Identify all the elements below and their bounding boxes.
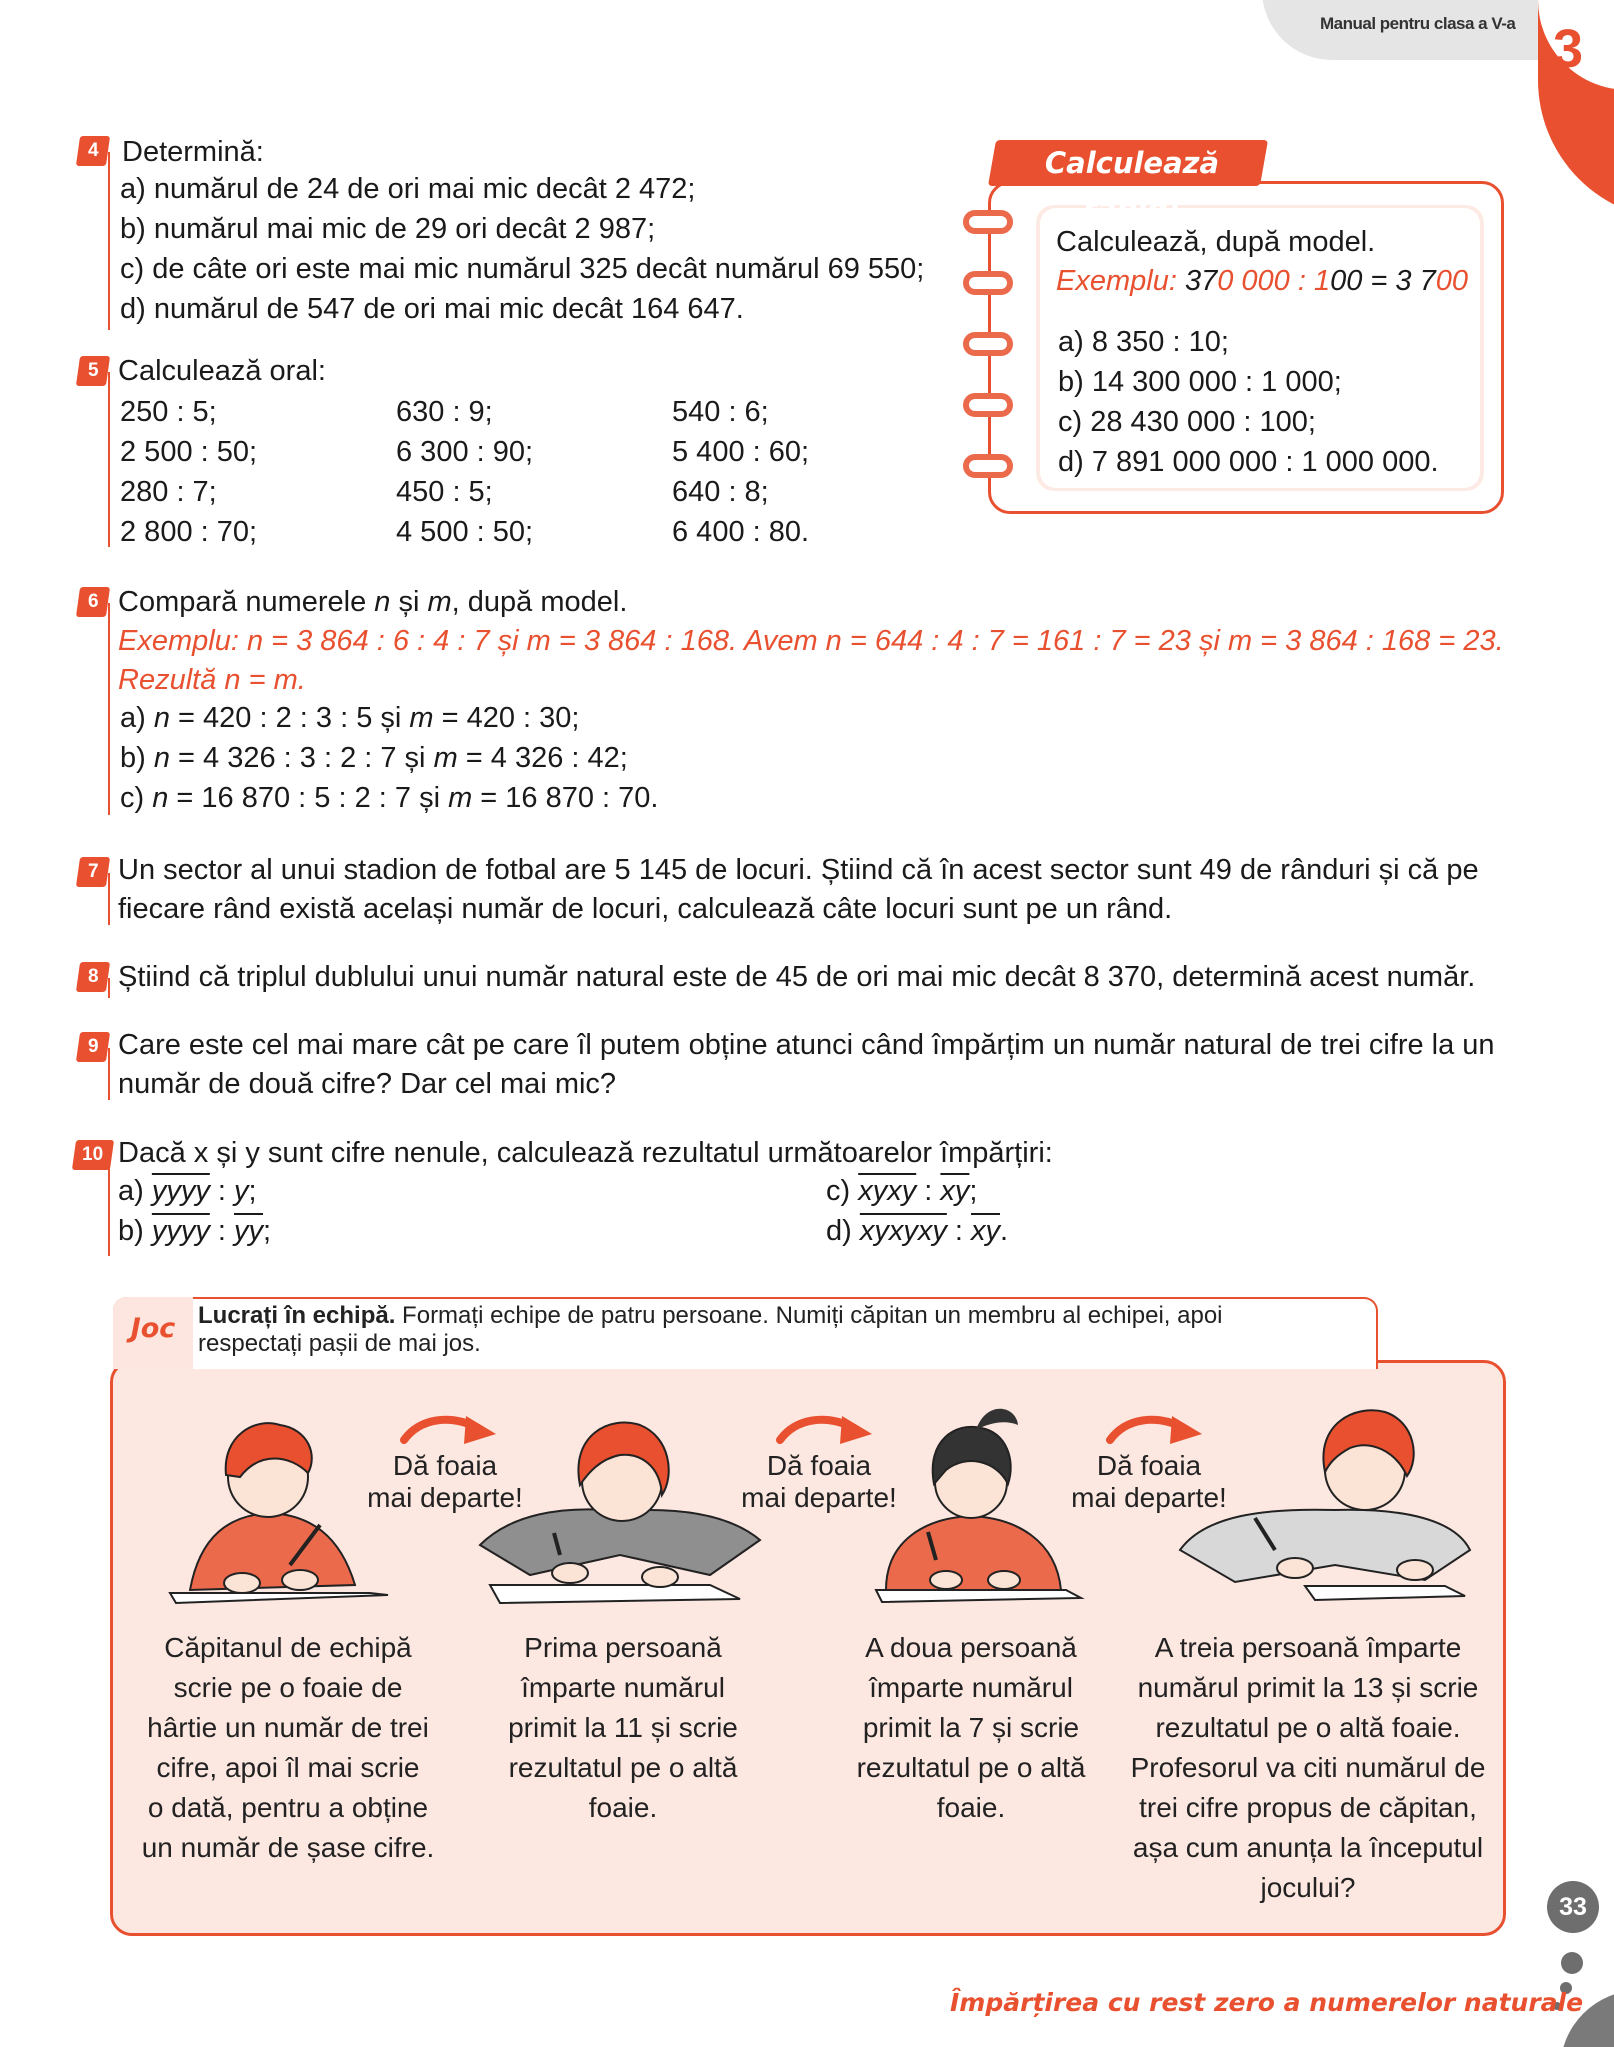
exercise-title: Dacă x și y sunt cifre nenule, calculează rezultatul următoarelor împărțiri: xyxy=(118,1137,1053,1169)
exercise-item: 630 : 9; xyxy=(396,396,493,428)
quick-calc-item: b) 14 300 000 : 1 000; xyxy=(1058,366,1342,398)
exercise-item: 2 800 : 70; xyxy=(120,516,258,548)
game-label: Joc xyxy=(130,1313,176,1344)
exercise-text: Un sector al unui stadion de fotbal are 5 145 de locuri. Știind că în acest sector sunt 49 de rânduri și că pe xyxy=(118,854,1479,886)
notebook-ring-icon xyxy=(963,210,1013,234)
game-step-text: A doua persoană împarte numărul primit la 7 și scrie rezultatul pe o altă foaie. xyxy=(856,1632,1086,1823)
exercise-item: a) n = 420 : 2 : 3 : 5 și m = 420 : 30; xyxy=(120,702,580,734)
exercise-item: a) yyyy : y; xyxy=(118,1175,257,1207)
chapter-number: 3 xyxy=(1553,19,1584,79)
exercise-number-badge: 7 xyxy=(76,857,110,887)
decor-dot xyxy=(1561,1952,1583,1974)
header-manual-title: Manual pentru clasa a V-a xyxy=(1320,14,1516,33)
quick-calc-instruction: Calculează, după model. xyxy=(1056,226,1376,258)
exercise-bar xyxy=(108,873,110,925)
exercise-number-badge: 4 xyxy=(76,136,110,166)
exercise-item: a) numărul de 24 de ori mai mic decât 2 472; xyxy=(120,173,696,205)
pass-sheet-caption: Dă foaia mai departe! xyxy=(367,1450,523,1513)
quick-calc-item: a) 8 350 : 10; xyxy=(1058,326,1229,358)
exercise-item: b) n = 4 326 : 3 : 2 : 7 și m = 4 326 : 42; xyxy=(120,742,628,774)
exercise-text: Care este cel mai mare cât pe care îl putem obține atunci când împărțim un număr natural de trei cifre la un xyxy=(118,1029,1495,1061)
exercise-item: 250 : 5; xyxy=(120,396,217,428)
exercise-item: c) xyxy : $\overline{xy}$; xyxy=(826,1175,978,1207)
game-step-text: A treia persoană împarte numărul primit la 13 și scrie rezultatul pe o altă foaie. Profesorul va citi numărul de trei cifre propus de căpitan, așa cum anunța la începutul jocului? xyxy=(1130,1632,1486,1903)
exercise-item: d) numărul de 547 de ori mai mic decât 164 647. xyxy=(120,293,744,325)
exercise-example-result: Rezultă n = m. xyxy=(118,664,306,696)
exercise-number-badge: 6 xyxy=(76,587,110,617)
exercise-item: 4 500 : 50; xyxy=(396,516,534,548)
exercise-item: 2 500 : 50; xyxy=(120,436,258,468)
quick-calc-title: Calculează rapid! xyxy=(1044,146,1220,226)
exercise-item: c) n = 16 870 : 5 : 2 : 7 și m = 16 870 : 70. xyxy=(120,782,659,814)
notebook-ring-icon xyxy=(963,393,1013,417)
exercise-item: 6 300 : 90; xyxy=(396,436,534,468)
exercise-number-badge: 8 xyxy=(76,962,110,992)
exercise-item: 450 : 5; xyxy=(396,476,493,508)
arrow-right-icon xyxy=(400,1410,500,1450)
notebook-ring-icon xyxy=(963,271,1013,295)
footer-lesson-title: Împărțirea cu rest zero a numerelor naturale xyxy=(950,1988,1584,2017)
exercise-number-badge: 5 xyxy=(76,356,110,386)
notebook-ring-icon xyxy=(963,454,1013,478)
notebook-ring-icon xyxy=(963,332,1013,356)
arrow-right-icon xyxy=(1106,1410,1206,1450)
exercise-bar xyxy=(108,372,110,547)
exercise-number-badge: 10 xyxy=(72,1140,114,1170)
exercise-item: 5 400 : 60; xyxy=(672,436,810,468)
exercise-bar xyxy=(108,978,110,998)
exercise-item: b) numărul mai mic de 29 ori decât 2 987; xyxy=(120,213,656,245)
exercise-item: 6 400 : 80. xyxy=(672,516,810,548)
exercise-text: număr de două cifre? Dar cel mai mic? xyxy=(118,1068,617,1100)
game-intro: Lucrați în echipă. Formați echipe de patru persoane. Numiți căpitan un membru al echipei, apoi respectați pașii de mai jos. xyxy=(198,1302,1223,1357)
pass-sheet-caption: Dă foaia mai departe! xyxy=(1071,1450,1227,1513)
exercise-item: d) xyxyxy : $\overline{xy}$. xyxy=(826,1215,1009,1247)
game-step-text: Prima persoană împarte numărul primit la 11 și scrie rezultatul pe o altă foaie. xyxy=(508,1632,738,1823)
exercise-item: 540 : 6; xyxy=(672,396,769,428)
game-step-text: Căpitanul de echipă scrie pe o foaie de hârtie un număr de trei cifre, apoi îl mai scrie o dată, pentru a obține un număr de șase cifre. xyxy=(141,1632,435,1863)
exercise-bar xyxy=(108,1048,110,1100)
quick-calc-item: c) 28 430 000 : 100; xyxy=(1058,406,1316,438)
exercise-text: Știind că triplul dublului unui număr natural este de 45 de ori mai mic decât 8 370, determină acest număr. xyxy=(118,961,1476,993)
exercise-title: Calculează oral: xyxy=(118,355,326,387)
exercise-title: Compară numerele n și m, după model. xyxy=(118,586,628,618)
exercise-item: 640 : 8; xyxy=(672,476,769,508)
exercise-text: fiecare rând există același număr de locuri, calculează câte locuri sunt pe un rând. xyxy=(118,893,1173,925)
page-number: 33 xyxy=(1547,1881,1599,1933)
quick-calc-example: Exemplu: 370 000 : 100 = 3 700 xyxy=(1056,265,1468,297)
exercise-item: 280 : 7; xyxy=(120,476,217,508)
exercise-example: Exemplu: n = 3 864 : 6 : 4 : 7 și m = 3 864 : 168. Avem n = 644 : 4 : 7 = 161 : 7 = 23 și m = 3 864 : 168 = 23. xyxy=(118,625,1504,657)
pass-sheet-caption: Dă foaia mai departe! xyxy=(741,1450,897,1513)
exercise-bar xyxy=(108,603,110,815)
exercise-item: c) de câte ori este mai mic numărul 325 decât numărul 69 550; xyxy=(120,253,925,285)
exercise-item: b) yyyy : $\overline{yy}$; xyxy=(118,1215,272,1247)
exercise-number-badge: 9 xyxy=(76,1032,110,1062)
arrow-right-icon xyxy=(776,1410,876,1450)
quick-calc-item: d) 7 891 000 000 : 1 000 000. xyxy=(1058,446,1439,478)
exercise-bar xyxy=(108,1156,110,1256)
exercise-bar xyxy=(108,152,110,330)
exercise-title: Determină: xyxy=(122,136,264,168)
